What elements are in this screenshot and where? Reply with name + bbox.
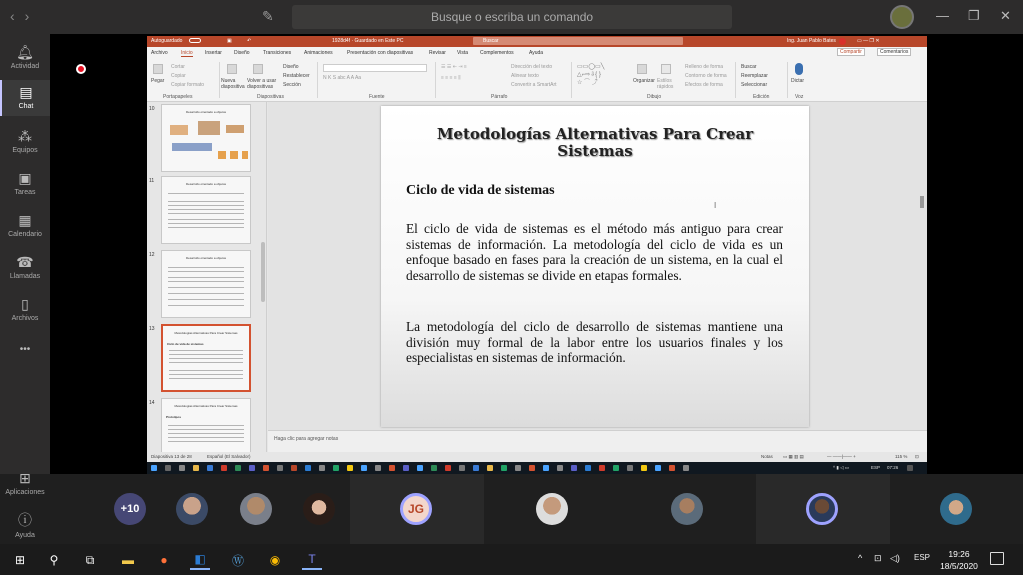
ribbon-separator [735,62,736,98]
app-icon [599,465,605,471]
thumb-text-line [168,293,244,294]
notes-toggle[interactable]: Notas [761,454,773,459]
teams-icon[interactable]: T [302,550,322,570]
rail-item-calls[interactable] [0,254,50,280]
inner-notification-icon [907,465,913,471]
rail-label: Chat [18,103,34,110]
thumb-title: Metodologías Alternativas Para Crear Sistemas [174,331,238,335]
ribbon-group-paragraph: Párrafo [491,94,508,100]
menu-insertar[interactable]: Insertar [205,50,222,56]
search-bar[interactable] [292,5,732,29]
share-button[interactable] [837,48,865,56]
zoom-level[interactable]: 115 % [895,454,908,459]
autosave-toggle[interactable] [189,38,201,44]
align-buttons[interactable]: ≡ ≡ ≡ ≡ ⫼ [441,75,461,81]
thumb-diagram-box [242,151,248,159]
thumb-text-line [168,271,244,272]
thumb-number: 11 [149,178,155,184]
slide-scrollbar-thumb[interactable] [920,196,924,208]
calendar-icon: ▦ [18,212,32,228]
rail-item-apps[interactable] [0,470,50,496]
app-icon [529,465,535,471]
thumb-diagram-box [218,151,226,159]
explorer-icon [193,465,199,471]
slide-editing-area[interactable] [268,102,927,430]
ppt-menu-bar [147,47,927,58]
text-direction-button[interactable]: Dirección del texto [511,64,553,70]
slide-subtitle[interactable]: Ciclo de vida de sistemas [406,183,555,198]
participant-avatar[interactable] [671,493,703,525]
app-icon [249,465,255,471]
menu-ayuda[interactable]: Ayuda [529,50,544,56]
action-center-icon[interactable] [990,552,1004,565]
app-icon [431,465,437,471]
ribbon-separator [787,62,788,98]
shape-effects-button[interactable]: Efectos de forma [685,82,723,88]
maximize-icon[interactable]: ❐ [968,8,980,23]
participant-avatar[interactable] [940,493,972,525]
task-view-icon[interactable]: ⧉ [85,552,95,567]
ribbon-group-drawing: Dibujo [647,94,662,100]
new-slide-label[interactable]: Nueva diapositiva [221,78,245,90]
teams-icon: ⁂ [18,128,32,144]
app-icon [361,465,367,471]
more-participants-button[interactable] [114,493,146,525]
more-dots-icon: ••• [19,344,31,355]
app-icon [655,465,661,471]
paste-label[interactable]: Pegar [151,78,165,84]
compose-icon[interactable]: ✎ [262,8,274,24]
participant-avatar[interactable] [536,493,568,525]
thumb-text-line [168,193,244,194]
app-icon [277,465,283,471]
menu-revisar[interactable]: Revisar [429,50,446,56]
shape-outline-button[interactable]: Contorno de forma [685,73,727,79]
thumb-text-line [168,287,244,288]
rail-item-activity[interactable] [0,44,50,70]
app-icon [207,465,213,471]
ppt-window-controls[interactable]: ▭ — ❐ ✕ [857,38,880,44]
thumb-text-line [169,354,243,355]
menu-vista[interactable]: Vista [457,50,469,56]
app-icon [445,465,451,471]
participant-avatar[interactable] [303,493,335,525]
ribbon-group-editing: Edición [753,94,770,100]
list-buttons[interactable]: ☰ ☰ ⇤ ⇥ ≡ [441,64,467,70]
view-buttons[interactable]: ▭ ▦ ▥ ▤ [783,454,804,459]
rail-item-files[interactable] [0,296,50,322]
ppt-user-name: Ing. Juan Pablo Bates [787,38,836,44]
ribbon-separator [219,62,220,98]
slide-thumbnails-pane[interactable] [147,102,267,456]
slide-thumbnail[interactable] [161,104,251,172]
reuse-slides-icon[interactable] [253,64,263,74]
file-explorer-icon[interactable]: ▬ [122,553,134,567]
shared-screen-taskbar [147,462,927,474]
slide-thumbnail[interactable] [161,398,251,456]
rail-item-teams[interactable] [0,128,50,154]
share-label: Compartir [840,49,862,55]
rail-item-help[interactable] [0,510,50,539]
format-painter-button[interactable]: Copiar formato [171,82,205,88]
ribbon-group-font: Fuente [369,94,385,100]
slide-paragraph-2[interactable]: La metodología del ciclo de desarrollo de sistemas mantiene una división muy formal de la labor entre los usuarios finales y los especialistas en sistemas de información. [406,319,783,365]
help-icon: ⓘ [18,512,32,528]
search-icon[interactable]: ⚲ [49,553,59,567]
select-button[interactable]: Seleccionar [741,82,768,88]
thumb-number: 13 [149,326,155,332]
close-icon[interactable]: ✕ [1000,8,1011,23]
user-avatar[interactable] [890,5,914,29]
copy-button[interactable]: Copiar [171,73,186,79]
app-icon [459,465,465,471]
slide-thumbnail[interactable] [161,250,251,318]
find-button[interactable]: Buscar [741,64,757,70]
replace-button[interactable]: Reemplazar [741,73,768,79]
inner-time: 07:26 [887,465,899,470]
search-placeholder: Busque o escriba un comando [430,10,594,24]
participants-strip [50,474,1023,544]
teams-title-bar [0,0,1023,34]
slide-thumbnail[interactable] [161,176,251,244]
nav-arrows[interactable] [10,8,39,24]
ribbon-separator [571,62,572,98]
thumb-text-line [169,374,243,375]
cut-button[interactable]: Cortar [171,64,185,70]
app-icon [627,465,633,471]
app-icon [683,465,689,471]
presenter-avatar[interactable] [400,493,432,525]
rail-label: Archivos [11,315,39,322]
more-participants-label: +10 [120,503,140,515]
outlook-icon[interactable]: ◧ [190,550,210,570]
menu-presentacion[interactable]: Presentación con diapositivas [347,50,414,56]
app-icon [319,465,325,471]
app-icon [347,465,353,471]
text-cursor-icon: I [714,201,717,210]
slide-paragraph-1[interactable]: El ciclo de vida de sistemas es el método más antiguo para crear sistemas de información. La metodología del ciclo de vida es un enfoque basado en fases para la creación de un sistema, en la cual el desarrollo de sistemas se divide en etapas formales. [406,221,783,283]
rail-label: Calendario [8,231,42,238]
menu-inicio[interactable]: Inicio [181,50,193,56]
ppt-search-box[interactable] [473,37,683,45]
files-icon: ▯ [21,296,29,312]
participant-tile-speaking[interactable] [756,474,890,544]
windows-start-icon[interactable]: ⊞ [14,553,26,567]
app-icon [221,465,227,471]
thumb-title: Desarrollo orientado a objetos [185,110,227,114]
app-icon [235,465,241,471]
ppt-user-avatar[interactable] [839,38,846,45]
section-button[interactable]: Sección [283,82,301,88]
thumb-title: Desarrollo orientado a objetos [185,256,227,260]
more-apps-button[interactable] [0,344,50,355]
thumb-text-line [168,267,244,268]
app-rail [0,34,50,474]
reset-button[interactable]: Restablecer [283,73,310,79]
app-icon [543,465,549,471]
thumb-text-line [168,441,244,442]
thumb-number: 10 [149,106,155,112]
chrome-icon[interactable]: ◉ [269,553,281,567]
thumb-subtitle: Ciclo de vida de sistemas [167,342,204,346]
ppt-status-bar [147,452,927,462]
app-icon [333,465,339,471]
participant-tile-presenter[interactable] [350,474,484,544]
recording-indicator-icon [76,64,86,74]
thumb-diagram-box [230,151,238,159]
status-slide-count: Diapositiva 13 de 28 [151,454,192,459]
ribbon-group-voice: Voz [795,94,804,100]
comments-button[interactable] [877,48,911,56]
ribbon-group-slides: Diapositivas [257,94,284,100]
app-icon [403,465,409,471]
comments-label: Comentarios [880,49,909,55]
rail-label: Actividad [10,63,40,70]
arrange-icon[interactable] [637,64,647,74]
ribbon-group-clipboard: Portapapeles [163,94,193,100]
app-icon [515,465,521,471]
app-icon [263,465,269,471]
app-icon [571,465,577,471]
rail-label: Tareas [14,189,36,196]
file-title: 1928d4f · Guardado en Este PC [332,38,404,44]
fit-slide-icon[interactable]: ⊡ [915,454,919,459]
rail-label: Aplicaciones [5,489,45,496]
clock[interactable] [937,548,981,572]
thumbnails-scrollbar[interactable] [261,242,265,302]
network-icon[interactable]: ⊡ [874,553,882,563]
thumb-text-line [168,433,244,434]
ppt-search-label: Buscar [483,38,499,44]
app-icon [389,465,395,471]
app-icon [375,465,381,471]
thumb-text-line [168,425,244,426]
inner-lang: ESP [871,465,881,470]
new-slide-icon[interactable] [227,64,237,74]
thumb-text-line [168,205,244,206]
app-icon [613,465,619,471]
shape-fill-button[interactable]: Relleno de forma [685,64,724,70]
tasks-icon: ▣ [18,170,32,186]
start-icon [151,465,157,471]
forward-arrow-icon[interactable]: › [24,8,40,24]
slide-title[interactable]: Metodologías Alternativas Para Crear Sistemas [436,125,754,160]
thumb-diagram-box [226,125,244,133]
windows-taskbar [0,544,1023,575]
thumb-text-line [168,437,244,438]
slide-thumbnail-selected[interactable] [161,324,251,392]
language-indicator[interactable]: ESP [914,553,931,562]
app-icon [585,465,591,471]
menu-archivo[interactable]: Archivo [151,50,168,56]
thumb-diagram-image [198,121,220,135]
back-arrow-icon[interactable]: ‹ [10,8,25,24]
thumb-text-line [169,350,243,351]
microphone-icon[interactable] [795,63,803,75]
thumb-text-line [168,209,244,210]
thumb-text-line [169,378,243,379]
tray-overflow-icon[interactable]: ^ [858,553,863,563]
autosave-label: Autoguardado [151,38,183,44]
align-text-button[interactable]: Alinear texto [511,73,539,79]
notes-placeholder: Haga clic para agregar notas [274,436,339,442]
clock-time: 19:26 [948,549,970,559]
font-format-buttons[interactable]: N K S abc A A Aa [323,75,362,81]
save-icon[interactable]: ▣ [227,38,232,44]
thumb-text-line [168,305,244,306]
thumb-text-line [168,219,244,220]
rail-label: Equipos [12,147,38,154]
dictate-label[interactable]: Dictar [791,78,805,84]
participant-avatar[interactable] [176,493,208,525]
undo-icon[interactable]: ↶ [247,38,252,44]
shapes-gallery[interactable]: ▭▭◯▭╲ △⌐⇨⇩{ } ☆ ⌒ ⤴ [577,64,605,86]
reuse-slides-label[interactable]: Volver a usar diapositivas [247,78,277,90]
thumb-number: 14 [149,400,155,406]
ribbon-separator [435,62,436,98]
rail-item-calendar[interactable] [0,212,50,238]
menu-animaciones[interactable]: Animaciones [304,50,333,56]
rail-label: Ayuda [15,532,35,539]
app-icon [473,465,479,471]
app-icon [487,465,493,471]
firefox-icon[interactable]: ● [160,553,168,567]
app-icon [641,465,647,471]
thumb-text-line [168,429,244,430]
thumb-text-line [168,299,244,300]
zoom-slider[interactable]: — ——|—— + [827,454,856,459]
current-slide[interactable] [381,106,809,427]
rail-label: Llamadas [9,273,41,280]
thumb-subtitle: Prototipos [166,415,181,419]
wordpress-icon[interactable]: Ⓦ [231,553,244,568]
convert-smartart-button[interactable]: Convertir a SmartArt [511,82,557,88]
ribbon [147,58,927,102]
thumb-text-line [168,277,244,278]
menu-transiciones[interactable]: Transiciones [263,50,292,56]
speaking-participant-avatar[interactable] [806,493,838,525]
apps-icon: ⊞ [19,470,31,486]
app-icon [669,465,675,471]
quick-styles-icon[interactable] [661,64,671,74]
notes-pane[interactable] [268,430,927,452]
rail-item-tasks[interactable] [0,170,50,196]
thumb-diagram-box [172,143,212,151]
app-icon [501,465,507,471]
thumb-text-line [168,223,244,224]
app-icon [305,465,311,471]
arrange-label[interactable]: Organizar [633,78,655,84]
ppt-title-bar [147,36,927,47]
menu-complementos[interactable]: Complementos [480,50,514,56]
chat-icon: ▤ [19,84,33,100]
app-icon [417,465,423,471]
phone-icon: ☎ [16,254,34,270]
rail-item-chat[interactable] [0,80,50,116]
thumb-number: 12 [149,252,155,258]
thumb-text-line [169,362,243,363]
thumb-text-line [169,358,243,359]
font-family-select[interactable] [323,64,427,72]
layout-button[interactable]: Diseño [283,64,299,70]
app-icon [557,465,563,471]
presenter-initials: JG [407,502,424,516]
powerpoint-window [147,36,927,474]
thumb-text-line [169,370,243,371]
menu-diseno[interactable]: Diseño [234,50,250,56]
thumb-title: Metodologías Alternativas Para Crear Sistemas [174,404,238,408]
thumb-text-line [168,281,244,282]
powerpoint-icon [291,465,297,471]
status-language[interactable]: Español (El Salvador) [207,454,251,459]
thumb-diagram-box [170,125,188,135]
quick-styles-label[interactable]: Estilos rápidos [657,78,674,90]
taskview-icon [179,465,185,471]
thumb-text-line [168,213,244,214]
ribbon-separator [317,62,318,98]
search-icon [165,465,171,471]
paste-icon[interactable] [153,64,163,74]
minimize-icon[interactable]: — [936,8,949,23]
volume-icon[interactable]: ◁) [890,553,900,563]
thumb-title: Desarrollo orientado a objetos [185,182,227,186]
inner-tray-icons: ^ ▮ ◁ ▭ [833,465,850,470]
clock-date: 18/5/2020 [940,561,978,571]
thumb-text-line [168,227,244,228]
participant-avatar[interactable] [240,493,272,525]
bell-icon: 🔔︎ [16,44,34,60]
thumb-text-line [168,201,244,202]
